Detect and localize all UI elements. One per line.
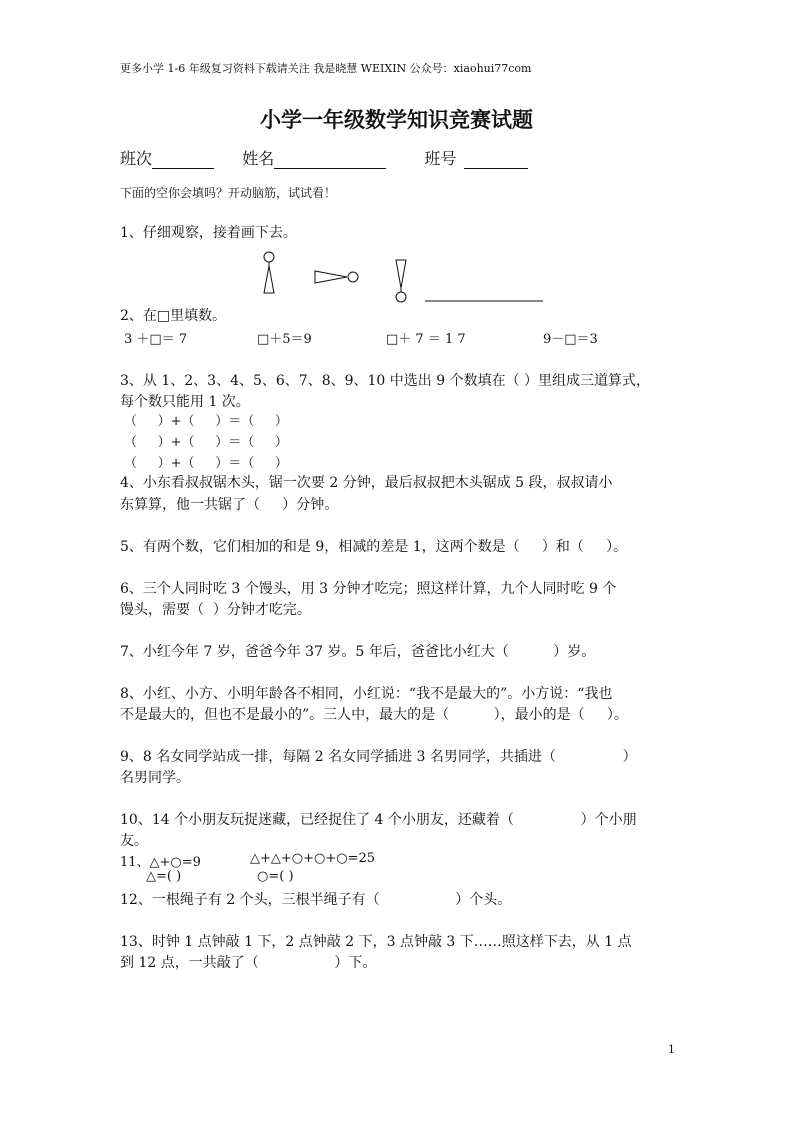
question-13-line-1: 13、时钟 1 点钟敲 1 下，2 点钟敲 2 下，3 点钟敲 3 下……照这样下去，从 1 点: [120, 934, 632, 950]
q2-item-3: □＋ 7 ＝ 1 7: [386, 332, 466, 347]
question-4-line-2: 东算算，他一共锯了（ ）分钟。: [120, 497, 339, 513]
pattern-figures: [255, 248, 555, 308]
page-title: 小学一年级数学知识竞赛试题: [260, 107, 533, 132]
question-9-line-1: 9、8 名女同学站成一排，每隔 2 名女同学插进 3 名男同学，共插进（ ）: [120, 749, 637, 765]
q11-circle-answer: ○=( ): [257, 869, 294, 884]
q3-row-3: （ ）+（ ）＝（ ）: [124, 456, 288, 471]
question-11-left: 11、△+○=9: [120, 855, 201, 870]
q3-row-1: （ ）+（ ）＝（ ）: [124, 414, 288, 429]
triangle-right-circle-icon: [315, 271, 358, 283]
question-12: 12、一根绳子有 2 个头，三根半绳子有（ ）个头。: [120, 892, 512, 908]
q3-row-2: （ ）+（ ）＝（ ）: [124, 435, 288, 450]
question-9-line-2: 名男同学。: [120, 770, 190, 786]
triangle-over-circle-icon: [396, 260, 406, 302]
student-info-fields: [120, 146, 528, 169]
number-blank[interactable]: [464, 150, 528, 169]
question-8-line-2: 不是最大的，但也不是最小的”。三人中，最大的是（ ），最小的是（ ）。: [120, 707, 628, 723]
intro-text: 下面的空你会填吗？开动脑筋，试试看！: [120, 186, 337, 200]
header-note: 更多小学 1-6 年级复习资料下载请关注 我是晓慧 WEIXIN 公众号：xiaohui77com: [120, 62, 532, 75]
question-6-line-2: 馒头，需要（ ）分钟才吃完。: [120, 602, 311, 618]
q11-triangle-answer: △=( ): [146, 869, 182, 884]
question-7: 7、小红今年 7 岁，爸爸今年 37 岁。5 年后，爸爸比小红大（ ）岁。: [120, 644, 596, 660]
name-label: 姓名: [242, 149, 275, 168]
circle-over-triangle-icon: [264, 252, 274, 293]
name-blank[interactable]: [274, 150, 386, 169]
number-label: 班号: [424, 149, 457, 168]
q2-item-1: 3 ＋□＝ 7: [124, 332, 188, 347]
class-label: 班次: [120, 149, 153, 168]
question-13-line-2: 到 12 点，一共敲了（ ）下。: [120, 955, 377, 971]
question-3-line-2: 每个数只能用 1 次。: [120, 394, 250, 410]
question-10-line-1: 10、14 个小朋友玩捉迷藏，已经捉住了 4 个小朋友，还藏着（ ）个小朋: [120, 812, 637, 828]
question-8-line-1: 8、小红、小方、小明年龄各不相同，小红说：“我不是最大的”。小方说：“我也: [120, 686, 613, 702]
question-5: 5、有两个数，它们相加的和是 9，相减的差是 1，这两个数是（ ）和（ ）。: [120, 539, 628, 555]
q2-item-2: □＋5＝9: [257, 332, 312, 347]
question-6-line-1: 6、三个人同时吃 3 个馒头，用 3 分钟才吃完；照这样计算，九个人同时吃 9 个: [120, 581, 617, 597]
question-4-line-1: 4、小东看叔叔锯木头，锯一次要 2 分钟，最后叔叔把木头锯成 5 段，叔叔请小: [120, 475, 613, 491]
question-10-line-2: 友。: [120, 833, 148, 849]
question-2: 2、在□里填数。: [120, 308, 227, 324]
question-11-right: △+△+○+○+○=25: [250, 851, 376, 866]
question-1: 1、仔细观察，接着画下去。: [120, 225, 297, 241]
question-3-line-1: 3、从 1、2、3、4、5、6、7、8、9、10 中选出 9 个数填在（ ）里组成三道算式，: [120, 373, 651, 389]
q2-item-4: 9－□＝3: [543, 332, 598, 347]
class-blank[interactable]: [152, 150, 214, 169]
page-number: 1: [668, 1043, 675, 1056]
